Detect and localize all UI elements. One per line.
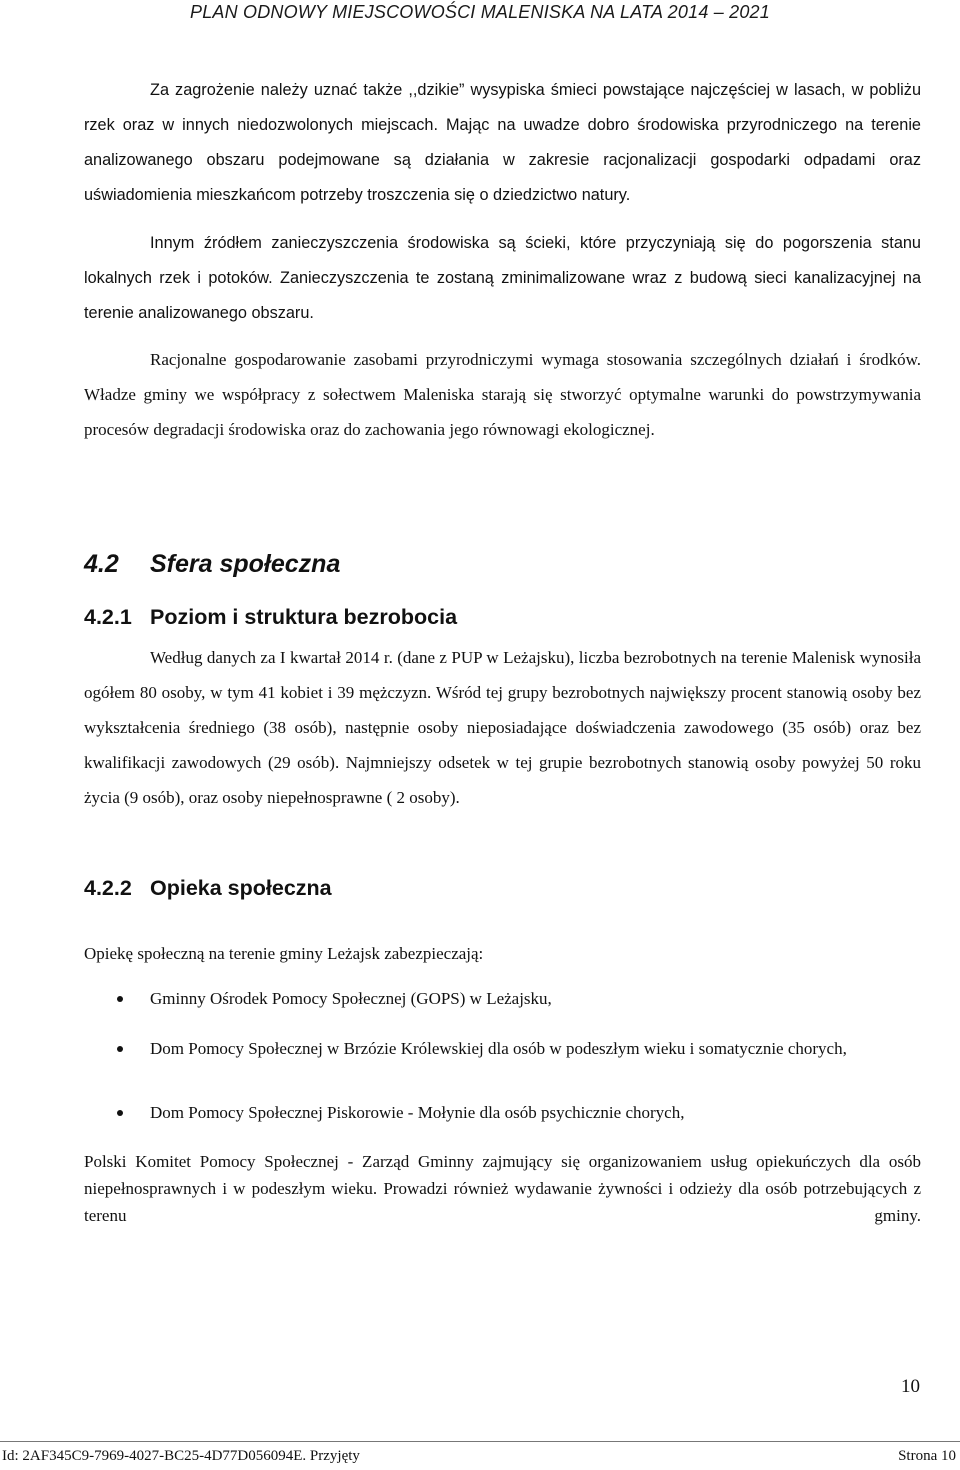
paragraph-sewage: Innym źródłem zanieczyszczenia środowiska są ścieki, które przyczyniają się do pogorszenia stanu lokalnych rzek i potoków. Zanieczyszczenia te zostaną zminimalizowane wraz z budową sieci kanalizacyjnej na terenie analizowanego obszaru.	[84, 234, 921, 322]
list-item	[84, 1035, 921, 1062]
paragraph-polish-committee: Polski Komitet Pomocy Społecznej - Zarząd Gminny zajmujący się organizowaniem usług opiekuńczych dla osób niepełnosprawnych i w podeszłym wieku. Prowadzi również wydawanie żywności i odzieży dla osób potrzebujących z terenu gminy.	[84, 1152, 921, 1225]
bullet-icon	[117, 996, 123, 1002]
list-item	[84, 985, 921, 1012]
paragraph-rational-management: Racjonalne gospodarowanie zasobami przyrodniczymi wymaga stosowania szczególnych działań i środków. Władze gminy we współpracy z sołectwem Maleniska starają się stworzyć optymalne warunki do powstrzymywania procesów degradacji środowiska oraz do zachowania jego równowagi ekologicznej.	[84, 350, 921, 439]
list-item	[84, 1099, 921, 1126]
list-item-text: Dom Pomocy Społecznej w Brzózie Królewskiej dla osób w podeszłym wieku i somatycznie chorych,	[150, 1039, 847, 1058]
footer-document-id: Id: 2AF345C9-7969-4027-BC25-4D77D056094E. Przyjęty	[2, 1448, 360, 1464]
section-title: Poziom i struktura bezrobocia	[150, 605, 458, 629]
list-item-text: Dom Pomocy Społecznej Piskorowie - Mołynie dla osób psychicznie chorych,	[150, 1103, 685, 1122]
list-item-text: Gminny Ośrodek Pomocy Społecznej (GOPS) w Leżajsku,	[150, 989, 552, 1008]
bullet-icon	[117, 1046, 123, 1052]
page-number: 10	[901, 1376, 920, 1397]
section-heading-4-2-1	[84, 605, 457, 630]
document-header: PLAN ODNOWY MIEJSCOWOŚCI MALENISKA NA LATA 2014 – 2021	[190, 2, 770, 22]
footer-page-label: Strona 10	[898, 1448, 956, 1464]
paragraph-unemployment: Według danych za I kwartał 2014 r. (dane z PUP w Leżajsku), liczba bezrobotnych na terenie Malenisk wynosiła ogółem 80 osoby, w tym 41 kobiet i 39 mężczyzn. Wśród tej grupy bezrobotnych największy procent stanowią osoby bez wykształcenia średniego (38 osób), następnie osoby nieposiadające doświadczenia zawodowego (35 osób) oraz bez kwalifikacji zawodowych (29 osób). Najmniejszy odsetek w tej grupie bezrobotnych stanowią osoby powyżej 50 roku życia (9 osób), oraz osoby niepełnosprawne ( 2 osoby).	[84, 648, 921, 807]
section-heading-4-2-2	[84, 876, 332, 901]
section-number: 4.2.1	[84, 605, 132, 629]
section-title: Sfera społeczna	[150, 550, 341, 578]
section-number: 4.2.2	[84, 876, 132, 900]
footer-divider	[0, 1441, 960, 1442]
bullet-icon	[117, 1110, 123, 1116]
section-number: 4.2	[84, 550, 119, 578]
section-title: Opieka społeczna	[150, 876, 332, 900]
paragraph-wild-dumps: Za zagrożenie należy uznać także ,,dzikie” wysypiska śmieci powstające najczęściej w lasach, w pobliżu rzek oraz w innych niedozwolonych miejscach. Mając na uwadze dobro środowiska przyrodniczego na terenie analizowanego obszaru podejmowane są działania w zakresie racjonalizacji gospodarki odpadami oraz uświadomienia mieszkańcom potrzeby troszczenia się o dziedzictwo natury.	[84, 81, 921, 204]
paragraph-social-care-intro: Opiekę społeczną na terenie gminy Leżajsk zabezpieczają:	[84, 944, 484, 963]
section-heading-4-2	[84, 550, 340, 579]
